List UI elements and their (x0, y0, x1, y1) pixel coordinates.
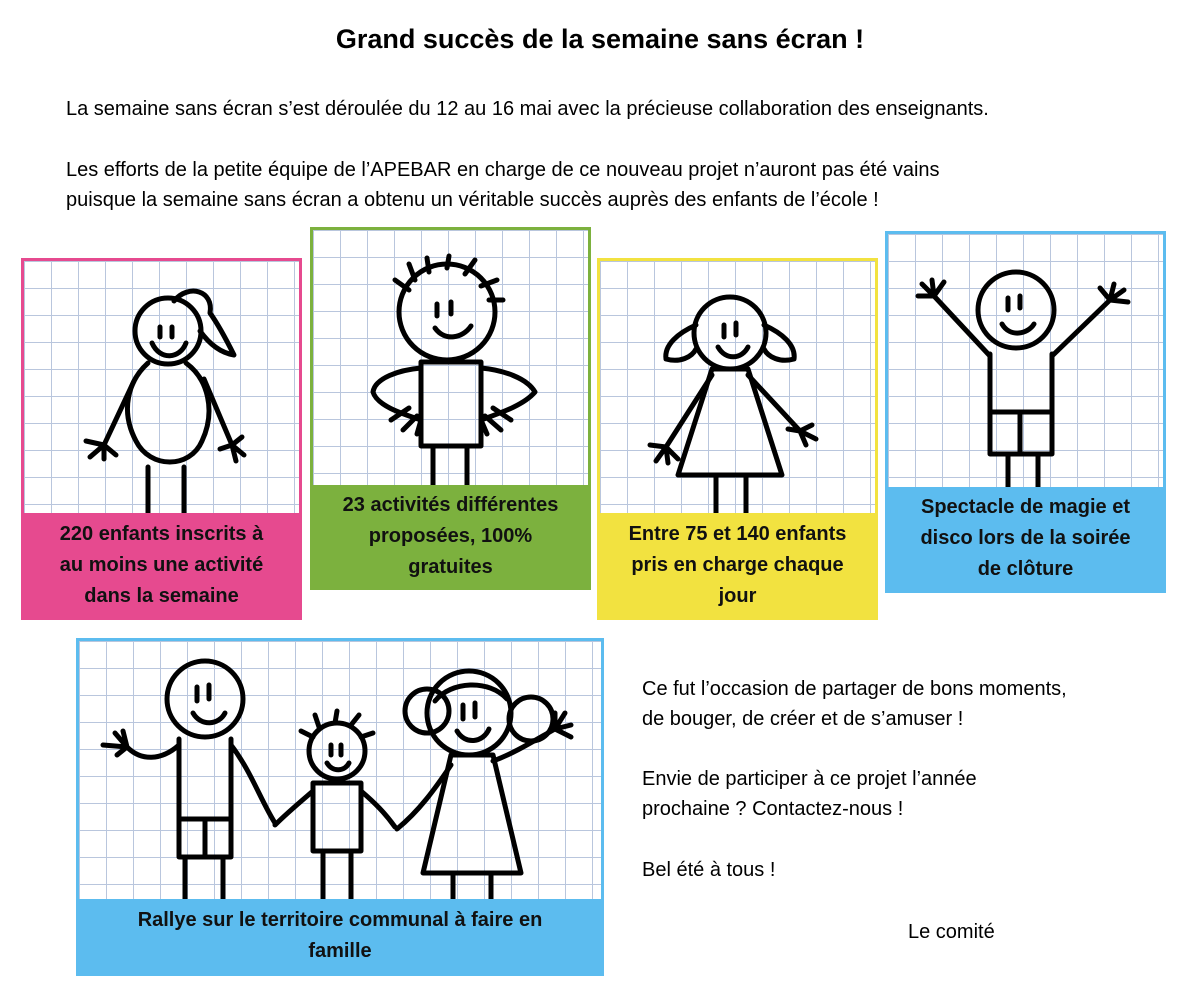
stick-family-icon (79, 641, 601, 899)
side-line: de bouger, de créer et de s’amuser ! (642, 708, 964, 730)
caption-line: disco lors de la soirée (920, 527, 1131, 549)
side-line: Envie de participer à ce projet l’année (642, 768, 977, 790)
stick-boy-hands-on-hips-icon (313, 230, 588, 485)
caption-line: au moins une activité (59, 553, 264, 576)
caption-line: de clôture (977, 558, 1074, 580)
card-caption (24, 513, 299, 617)
caption-line: gratuites (408, 555, 493, 578)
side-paragraph-3: Bel été à tous ! (642, 859, 776, 881)
card-caption (600, 513, 875, 617)
caption-line: Rallye sur le territoire communal à faire en (137, 909, 543, 931)
caption-line: jour (718, 584, 757, 607)
caption-line: 220 enfants inscrits à (59, 522, 264, 545)
caption-line: Entre 75 et 140 enfants (628, 522, 847, 545)
side-line: Ce fut l’occasion de partager de bons moments, (642, 678, 1067, 700)
card-activites (310, 227, 591, 590)
caption-line: pris en charge chaque (631, 553, 844, 576)
intro-paragraph-1: La semaine sans écran s’est déroulée du 12 au 16 mai avec la précieuse collaboration des enseignants. (66, 98, 989, 120)
intro-paragraph-2 (66, 155, 940, 215)
caption-line: dans la semaine (84, 584, 239, 607)
page-title: Grand succès de la semaine sans écran ! (335, 24, 865, 54)
card-enfants-inscrits (21, 258, 302, 620)
card-rallye (76, 638, 604, 976)
caption-line: Spectacle de magie et (921, 496, 1130, 518)
card-illustration (24, 261, 299, 513)
stick-girl-dress-icon (600, 261, 875, 513)
caption-line: proposées, 100% (368, 524, 533, 547)
side-paragraph-1 (642, 674, 1067, 734)
card-caption (79, 899, 601, 973)
caption-line: famille (308, 940, 372, 962)
card-caption (313, 485, 588, 587)
side-paragraph-2 (642, 764, 977, 824)
card-illustration (600, 261, 875, 513)
card-enfants-pris-en-charge (597, 258, 878, 620)
card-illustration (888, 234, 1163, 487)
intro-paragraph-2-line-1: Les efforts de la petite équipe de l’APEBAR en charge de ce nouveau projet n’auront pas été vains (66, 159, 940, 181)
intro-paragraph-2-line-2: puisque la semaine sans écran a obtenu un véritable succès auprès des enfants de l’école ! (66, 189, 879, 211)
card-illustration (79, 641, 601, 899)
caption-line: 23 activités différentes (342, 493, 559, 516)
side-line: prochaine ? Contactez-nous ! (642, 798, 904, 820)
card-caption (888, 487, 1163, 590)
card-illustration (313, 230, 588, 485)
stick-girl-ponytail-icon (24, 261, 299, 513)
signature: Le comité (908, 921, 995, 943)
stick-figure-arms-up-icon (888, 234, 1163, 487)
card-spectacle (885, 231, 1166, 593)
